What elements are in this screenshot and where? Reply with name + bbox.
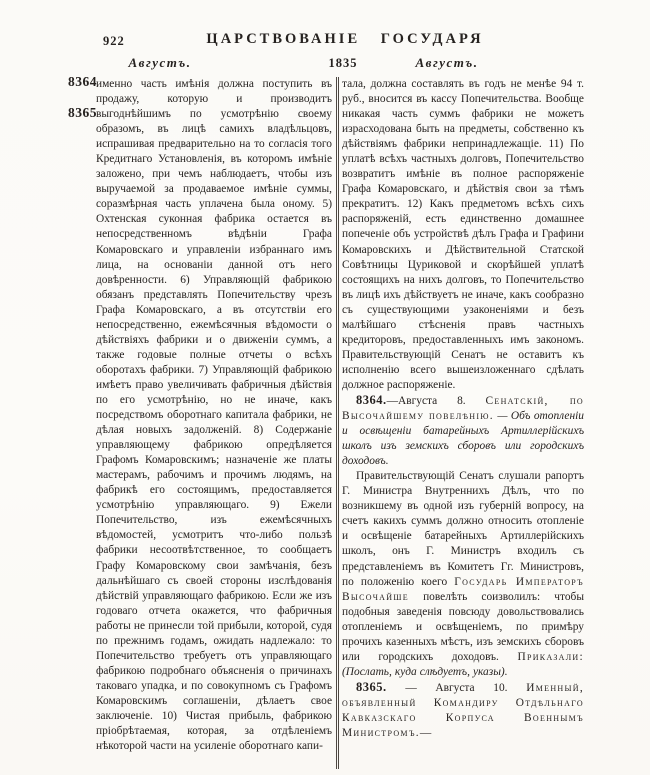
month-label-right: Августъ. [415, 55, 479, 70]
entry-8364-heading [342, 393, 584, 469]
continuation-paragraph: тала, должна составлять въ годъ не менѣе 94 т. руб., вносится въ кассу Попечительства. Вообще никакая часть суммъ фабрики не можетъ израсходована быть на предметы, собственно къ дѣйствіямъ фабрики непринадлежащіе. 11) По уплатѣ всѣхъ частныхъ долговъ, Попечительство возвратитъ имѣніе въ полное распоряженіе Графа Комаровскаго, и дѣйствія свои за тѣмъ прекратитъ. 12) Какъ предметомъ всѣхъ сихъ распоряженій, есть единственно домашнее попеченіе объ устройствѣ дѣлъ Графа и Графини Комаровскихъ и Дѣйствительной Статской Совѣтницы Цуриковой и скорѣйшей уплатѣ состоящихъ на нихъ долговъ, то Попечительство въ лицѣ ихъ дѣйствуетъ не иначе, какъ сообразно съ существующими узаконеніями и безъ малѣйшаго стѣсненія правъ частныхъ кредиторовъ, предоставленныхъ имъ закономъ. Правительствующій Сенатъ не оставитъ къ исполненію всего вышеизложеннаго сдѣлать должное распоряженіе. [342, 78, 584, 391]
entry-8365-number: 8365. [356, 679, 387, 694]
entry-8364-title: — Объ отопленіи и освѣщеніи батарейныхъ Артиллерійскихъ школъ изъ земскихъ сборовъ или городскихъ доходовъ. [342, 410, 584, 468]
entry-8364-body-text-1: Правительствующій Сенатъ слушали рапортъ Г. Министра Внутреннихъ Дѣлъ, что по возникшему въ одной изъ губерній вопросу, на счетъ какихъ суммъ должно относить отопленіе и освѣщеніе батарейныхъ Артиллерійскихъ школъ, онъ Г. Министръ входилъ съ представленіемъ въ Комитетъ Гг. Министровъ, по положенію коего [342, 470, 584, 588]
right-column [342, 77, 584, 771]
entry-8365-heading [342, 680, 584, 741]
entry-8365-date: — Августа 10. [405, 681, 508, 694]
running-title: ЦАРСТВОВАНІЕ ГОСУДАРЯ [206, 31, 484, 47]
month-label-left: Августъ. [128, 55, 192, 70]
entry-8364-resolution-label: Приказали: [517, 650, 584, 663]
text-columns [96, 77, 584, 771]
left-column [96, 77, 332, 771]
entry-8364-body [342, 469, 584, 680]
margin-article-number-8365: 8365 [68, 105, 97, 120]
entry-8364-resolution-text: (Послать, куда слѣдуетъ, указы). [342, 665, 508, 678]
entry-8364-kind: Сенатскій, по Высочайшему повелѣнію. [342, 394, 584, 423]
entry-8364-number: 8364. [356, 392, 387, 407]
page-number: 922 [103, 34, 125, 48]
left-column-paragraph: именно часть имѣнія должна поступить въ продажу, которую и производитъ выгоднѣйшимъ по усмотрѣнію своему образомъ, въ лицѣ самихъ владѣльцовъ, испрашивая предварительно на то согласія того Кредитнаго Установленія, въ которомъ имѣніе заложено, при чемъ наблюдаетъ, чтобы изъ выручаемой за продаваемое имѣніе суммы, соразмѣрная часть уплачена была оному. 5) Охтенская суконная фабрика остается въ непосредственномъ вѣдѣніи Графа Комаровскаго и управленіи избраннаго имъ лица, на основаніи данной отъ него довѣренности. 6) Управляющій фабрикою обязанъ представлять Попечительству чрезъ Графа Комаровскаго, а въ отсутствіи его непосредственно, ежемѣсячныя вѣдомости о дѣйствіяхъ фабрики и о движеніи суммъ, а также годовые полные отчеты о всѣхъ оборотахъ фабрики. 7) Управляющій фабрикою имѣетъ право увеличивать фабричныя дѣйствія по его усмотрѣнію, но не иначе, какъ посредствомъ оборотнаго капитала фабрики, не дѣлая новыхъ задолженій. 8) Содержаніе управляющему фабрикою опредѣляется Графомъ Комаровскимъ; назначеніе же платы мастерамъ, рабочимъ и прочимъ людямъ, на фабрикѣ его состоящимъ, предоставляется усмотрѣнію управляющаго. 9) Ежели Попечительство, изъ ежемѣсячныхъ вѣдомостей, усмотритъ что-либо пользѣ фабрики несоотвѣтственное, то сообщаетъ Графу Комаровскому свои замѣчанія, безъ дальнѣйшаго съ своей стороны изслѣдованія дѣйствій управляющаго фабрикою. Если же изъ годоваго отчета окажется, что фабричныя работы не принесли той прибыли, которой, судя по прежнимъ годамъ, ожидать надлежало: то Попечительство требуетъ отъ управляющаго фабрикою подробнаго объясненія о причинахъ таковаго упадка, и по совокупномъ съ Графомъ Комаровскимъ соглашеніи, дѣлаетъ свое заключеніе. 10) Чистая прибыль, фабрикою пріобрѣтаемая, которая, за отдѣленіемъ нѣкоторой части на усиленіе оборотнаго капи- [96, 78, 332, 753]
entry-8365-kind: Именный, объявленный Командиру Отдѣльнаго Кавказскаго Корпуса Военнымъ Министромъ.— [342, 681, 584, 740]
column-divider-rule [336, 77, 339, 769]
margin-article-number-8364: 8364 [68, 74, 97, 89]
entry-8364-body-text-2: повелѣть соизволилъ: чтобы подобныя заведенія повсюду довольствовались отопленіемъ и освѣщеніемъ, по примѣру прочихъ казенныхъ мѣстъ, изъ земскихъ сборовъ или городскихъ доходовъ. [342, 590, 584, 663]
entry-8364-date: —Августа 8. [386, 394, 466, 407]
entry-8364-imperial-emphasis: Государь Императоръ Высочайше [342, 575, 584, 603]
year-label: 1835 [328, 56, 358, 70]
